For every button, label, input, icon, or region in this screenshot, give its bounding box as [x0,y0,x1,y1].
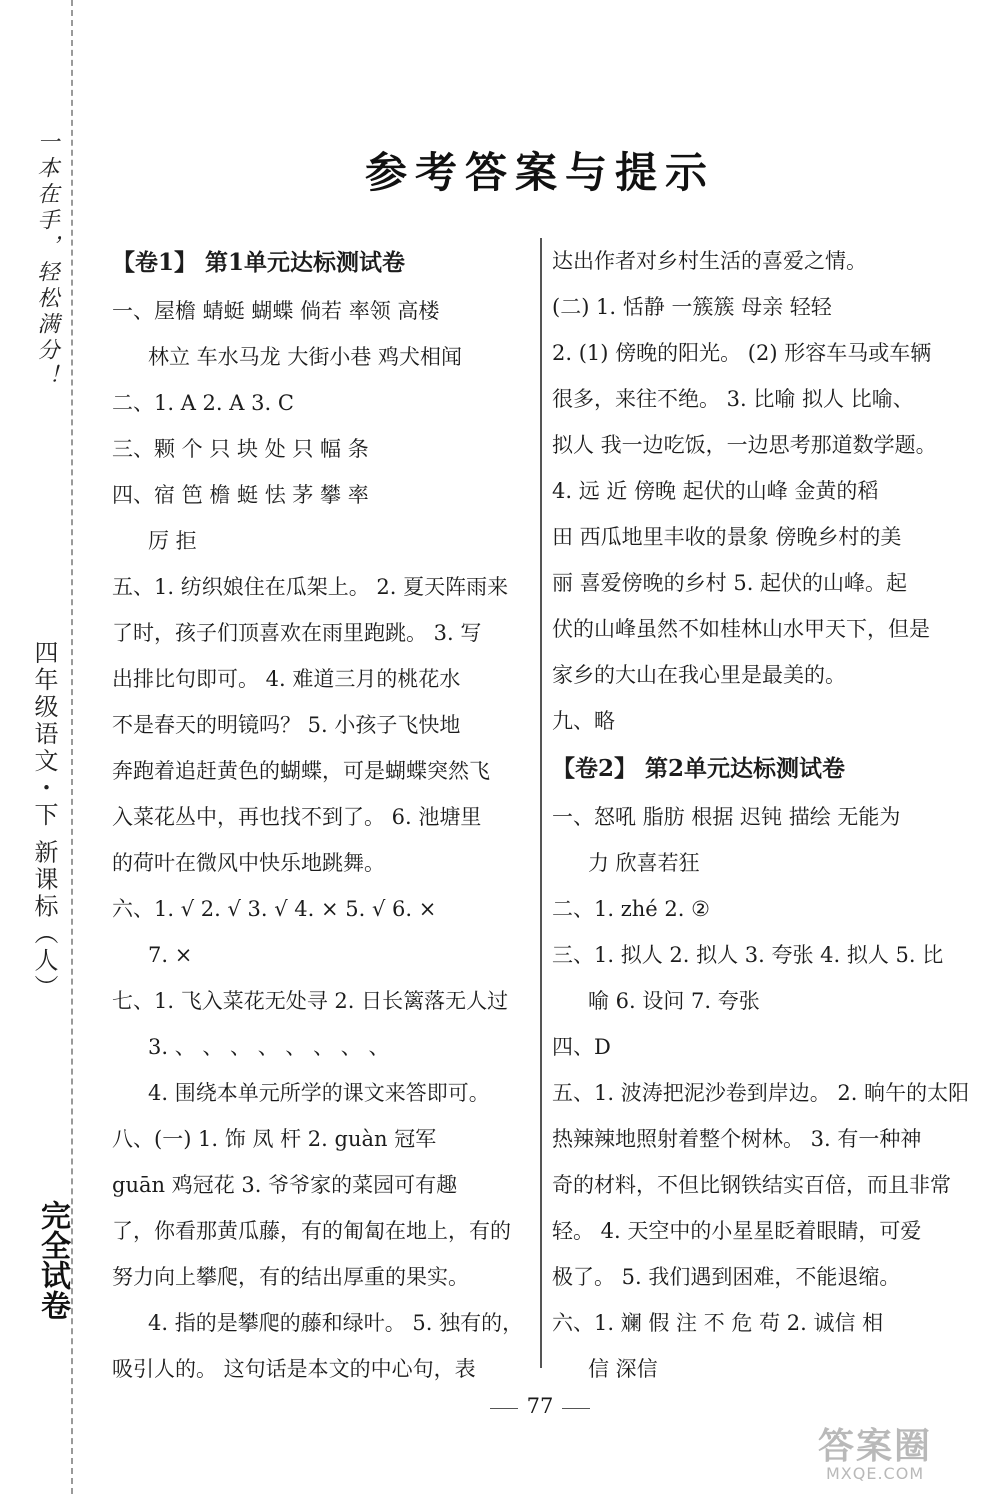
answer-line: 一、怒吼 脂肪 根据 迟钝 描绘 无能为 [552,805,901,829]
right-answer-column [552,238,972,1392]
answer-line: 出排比句即可。 4. 难道三月的桃花水 [112,667,461,691]
answer-line: 力 欣喜若狂 [588,851,700,875]
spine-slogan: 一本在手，轻松满分！ [34,130,59,390]
answer-line: 林立 车水马龙 大街小巷 鸡犬相闻 [148,345,463,369]
answer-line: 五、1. 波涛把泥沙卷到岸边。 2. 晌午的太阳 [552,1081,970,1105]
column-divider [540,238,542,1368]
answer-line: 喻 6. 设问 7. 夸张 [588,989,760,1013]
answer-line: 三、颗 个 只 块 处 只 幅 条 [112,437,369,461]
page-number: 77 [490,1394,590,1418]
answer-line: 努力向上攀爬，有的结出厚重的果实。 [112,1265,469,1289]
answer-line: 四、宿 笆 檐 蜓 怯 茅 攀 率 [112,483,369,507]
answer-line: 很多，来往不绝。 3. 比喻 拟人 比喻、 [552,387,914,411]
answer-line: 家乡的大山在我心里是最美的。 [552,663,846,687]
answer-line: 二、1. zhé 2. ② [552,897,710,921]
answer-line: 不是春天的明镜吗？ 5. 小孩子飞快地 [112,713,461,737]
watermark-url: MXQE.COM [826,1464,925,1483]
answer-line: 八、(一) 1. 饰 凤 杆 2. guàn 冠军 [112,1127,437,1151]
answer-line: 的荷叶在微风中快乐地跳舞。 [112,851,385,875]
spine [0,0,110,1494]
answer-line: 4. 远 近 傍晚 起伏的山峰 金黄的稻 [552,479,879,503]
answer-line: 六、1. 斓 假 注 不 危 苟 2. 诚信 相 [552,1311,884,1335]
answer-line: 九、略 [552,709,615,733]
answer-line: 吸引人的。 这句话是本文的中心句，表 [112,1357,476,1381]
answer-line: 7. × [148,943,193,967]
answer-line: 二、1. A 2. A 3. C [112,391,294,415]
answer-line: 丽 喜爱傍晚的乡村 5. 起伏的山峰。起 [552,571,908,595]
answer-line: 三、1. 拟人 2. 拟人 3. 夸张 4. 拟人 5. 比 [552,943,944,967]
spine-book-title: 四年级语文・下 新课标（人） [30,640,58,1002]
cut-line [71,0,73,1494]
left-answer-column [112,238,532,1392]
section-heading: 【卷1】 第1单元达标测试卷 [112,249,406,276]
section-heading: 【卷2】 第2单元达标测试卷 [552,755,846,782]
answer-line: 入菜花丛中，再也找不到了。 6. 池塘里 [112,805,482,829]
answer-line: 4. 指的是攀爬的藤和绿叶。 5. 独有的， [148,1311,524,1335]
watermark-text: 答案圈 [818,1426,933,1467]
answer-line: 了时，孩子们顶喜欢在雨里跑跳。 3. 写 [112,621,482,645]
page-title: 参考答案与提示 [364,148,715,197]
answer-line: 拟人 我一边吃饭，一边思考那道数学题。 [552,433,937,457]
answer-line: 4. 围绕本单元所学的课文来答即可。 [148,1081,490,1105]
answer-line: 五、1. 纺织娘住在瓜架上。 2. 夏天阵雨来 [112,575,509,599]
answer-line: 田 西瓜地里丰收的景象 傍晚乡村的美 [552,525,902,549]
answer-line: 伏的山峰虽然不如桂林山水甲天下，但是 [552,617,930,641]
answer-line: 极了。 5. 我们遇到困难，不能退缩。 [552,1265,901,1289]
answer-line: guān 鸡冠花 3. 爷爷家的菜园可有趣 [112,1173,458,1197]
answer-line: 2. (1) 傍晚的阳光。 (2) 形容车马或车辆 [552,341,932,365]
answer-line: 四、D [552,1035,611,1059]
answer-line: 3. 、 、 、 、 、 、 、 、 [148,1035,390,1059]
answer-line: 一、屋檐 蜻蜓 蝴蝶 倘若 率领 高楼 [112,299,440,323]
series-logo: 完全试卷 [35,1200,70,1320]
answer-line: 信 深信 [588,1357,658,1381]
answer-line: 奔跑着追赶黄色的蝴蝶，可是蝴蝶突然飞 [112,759,490,783]
answer-line: 达出作者对乡村生活的喜爱之情。 [552,249,867,273]
answer-line: (二) 1. 恬静 一簇簇 母亲 轻轻 [552,295,832,319]
watermark-logo [818,1418,988,1488]
answer-line: 七、1. 飞入菜花无处寻 2. 日长篱落无人过 [112,989,509,1013]
answer-line: 轻。 4. 天空中的小星星眨着眼睛，可爱 [552,1219,922,1243]
answer-line: 六、1. √ 2. √ 3. √ 4. × 5. √ 6. × [112,897,437,921]
answer-line: 奇的材料，不但比钢铁结实百倍，而且非常 [552,1173,951,1197]
answer-line: 了，你看那黄瓜藤，有的匍匐在地上，有的 [112,1219,511,1243]
answer-line: 厉 拒 [148,529,197,553]
answer-line: 热辣辣地照射着整个树林。 3. 有一种神 [552,1127,922,1151]
